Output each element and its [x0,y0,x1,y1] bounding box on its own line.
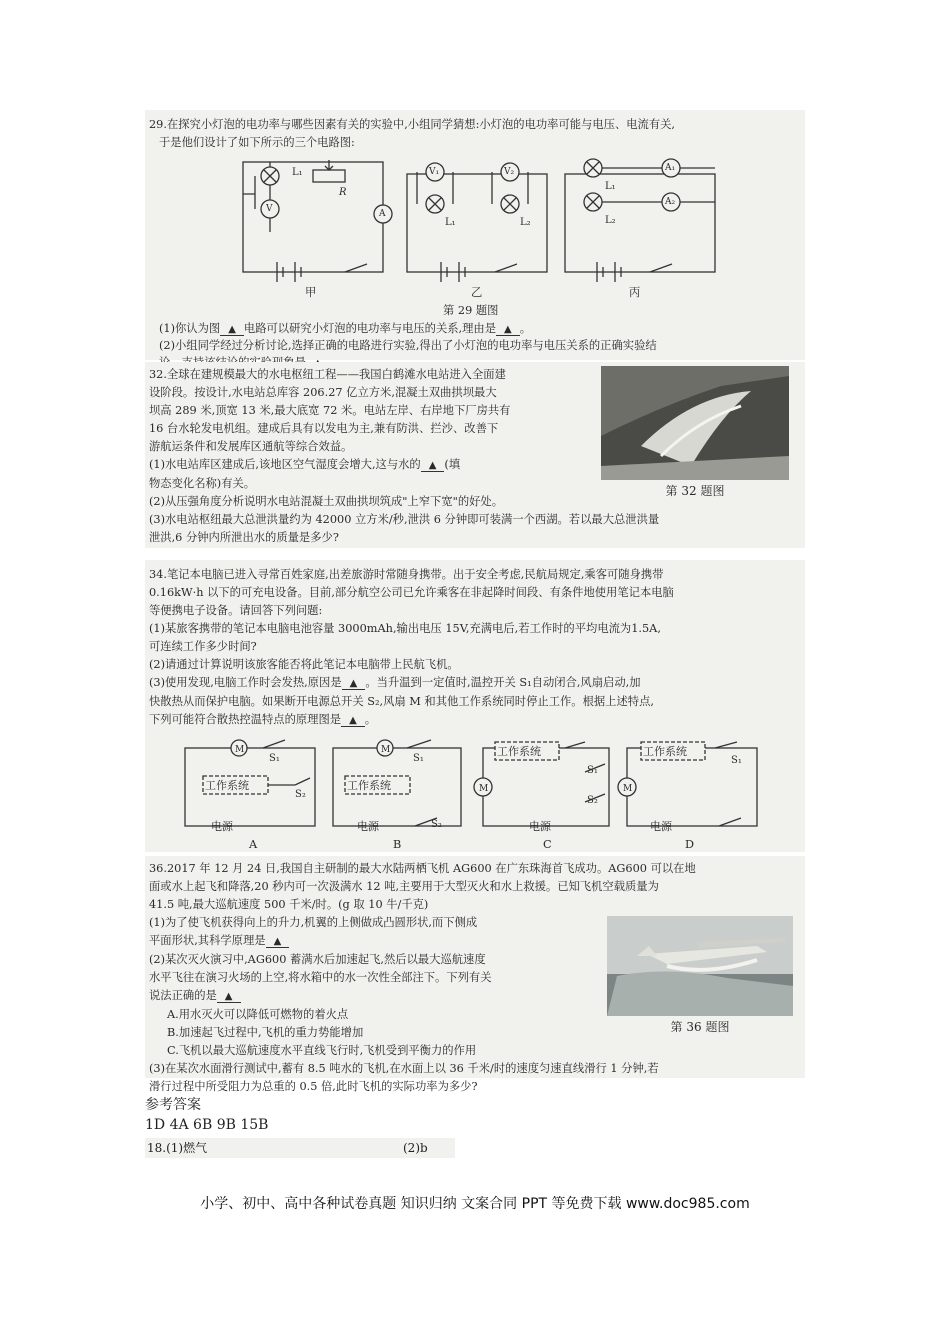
q34-system-label: 工作系统 [497,745,541,758]
q34-system-label: 工作系统 [643,745,687,758]
circuit-bing [565,159,715,282]
q36-line: 36.2017 年 12 月 24 日,我国自主研制的最大水陆两栖飞机 AG600 在广东珠海首飞成功。AG600 可以在地 [149,862,696,875]
q34-line: (1)某旅客携带的笔记本电脑电池容量 3000mAh,输出电压 15V,充满电后,若工作时的平均电流为1.5A, [149,622,661,635]
q36-line: 水平飞往在演习火场的上空,将水箱中的水一次性全部注下。下列有关 [149,971,492,984]
q32-intro [149,366,599,493]
dam-photo [601,366,789,502]
q34-sym-S1: S₁ [269,753,280,764]
q34-power-label: 电源 [529,820,551,833]
page-footer: 小学、初中、高中各种试卷真题 知识归纳 文案合同 PPT 等免费下载 www.doc985.com [200,1196,750,1212]
q34-sym-M: M [623,784,633,794]
q32-part3-line1: (3)水电站枢纽最大总泄洪量约为 42000 立方米/秒,泄洪 6 分钟即可装满一个西湖。若以最大总泄洪量 [149,513,660,526]
q29-sym-L1-yi: L₁ [445,217,456,228]
q36-choice-c: C.飞机以最大巡航速度水平直线飞行时,飞机受到平衡力的作用 [167,1044,477,1057]
q32-part1-cont: 物态变化名称)有关。 [149,477,256,490]
q34-option-a: A [249,838,258,851]
answer-blank: ▲ [421,460,445,472]
q29-sym-A2: A₂ [665,197,676,207]
q34-part3-line2: 快散热从而保护电脑。如果断开电源总开关 S₂,风扇 M 和其他工作系统同时停止工作。根据上述特点, [149,695,654,708]
q34-power-label: 电源 [211,820,233,833]
answers-heading: 参考答案 [145,1097,201,1113]
q36-line: (2)某次灭火演习中,AG600 蓄满水后加速起飞,然后以最大巡航速度 [149,953,486,966]
q34-line: 34.笔记本电脑已进入寻常百姓家庭,出差旅游时常随身携带。出于安全考虑,民航局规定,乘客可随身携带 [149,568,664,581]
q29-sym-R: R [339,187,347,198]
question-32-block [145,362,805,548]
answer-blank: ▲ [342,678,366,690]
q32-line: 坝高 289 米,顶宽 13 米,最大底宽 72 米。电站左岸、右岸地下厂房共有 [149,404,511,417]
q29-line1: 29.在探究小灯泡的电功率与哪些因素有关的实验中,小组同学猜想:小灯泡的电功率可能与电压、电流有关, [149,118,676,131]
answers-line1: 1D 4A 6B 9B 15B [145,1117,269,1133]
q34-text [149,566,801,730]
circuit-jia [243,160,392,282]
q29-caption: 第 29 题图 [443,304,499,317]
dam-illustration [601,366,789,480]
q34-power-label: 电源 [357,820,379,833]
q32-part3-line2: 泄洪,6 分钟内所泄出水的质量是多少? [149,531,339,544]
q36-line: 说法正确的是 ▲ [149,987,801,1006]
q29-sym-L2-bing: L₂ [605,215,616,226]
q29-line2: 于是他们设计了如下所示的三个电路图: [159,136,355,149]
q32-parts [149,493,799,547]
q34-line: 等便携电子设备。请回答下列问题: [149,604,323,617]
q32-line: 游航运条件和发展库区通航等综合效益。 [149,440,353,453]
q36-choice-a: A.用水灭火可以降低可燃物的着火点 [167,1008,349,1021]
q29-label-yi: 乙 [471,286,483,299]
q34-system-label: 工作系统 [205,779,249,792]
q34-sym-M: M [235,745,245,755]
q32-line: 设阶段。按设计,水电站总库容 206.27 亿立方米,混凝土双曲拱坝最大 [149,386,497,399]
q34-sym-M: M [479,784,489,794]
q34-sym-S1: S₁ [731,755,742,766]
q34-sym-S2: S₂ [295,789,306,800]
answers-line2: 18.(1)燃气 (2)b [145,1138,455,1158]
q32-caption: 第 32 题图 [601,480,789,502]
q29-sym-A: A [379,209,386,219]
q29-sym-V: V [266,204,273,214]
q29-sym-V1: V₁ [429,167,440,177]
q34-sym-S2: S₂ [587,795,598,806]
q36-caption: 第 36 题图 [607,1016,793,1038]
ag600-photo [607,916,793,1038]
q36-part3-line1: (3)在某次水面滑行测试中,蓄有 8.5 吨水的飞机,在水面上以 36 千米/时的速度匀速直线滑行 1 分钟,若 [149,1062,659,1075]
answer-blank: ▲ [217,991,241,1003]
q29-label-bing: 丙 [629,286,641,299]
q29-part1: (1)你认为图 ▲ 电路可以研究小灯泡的电功率与电压的关系,理由是 ▲ 。 [159,322,532,335]
q36-line: (1)为了使飞机获得向上的升力,机翼的上侧做成凸圆形状,而下侧成 [149,916,478,929]
q34-line: 可连续工作多少时间? [149,640,257,653]
q29-sym-A1: A₁ [665,163,676,173]
q36-line: 41.5 吨,最大巡航速度 500 千米/时。(g 取 10 牛/千克) [149,898,429,911]
q34-option-b: B [393,838,402,851]
q29-sym-V2: V₂ [504,167,515,177]
q34-sym-S1: S₁ [413,753,424,764]
q32-line: 16 台水轮发电机组。建成后具有以发电为主,兼有防洪、拦沙、改善下 [149,422,499,435]
q29-label-jia: 甲 [305,286,317,299]
answer-blank: ▲ [266,936,290,948]
q29-sym-L2-yi: L₂ [520,217,531,228]
q34-sym-S1: S₁ [587,765,598,776]
q34-part3-line3: 下列可能符合散热控温特点的原理图是 ▲ 。 [149,713,377,726]
q36-choice-b: B.加速起飞过程中,飞机的重力势能增加 [167,1026,364,1039]
q32-line: 32.全球在建规模最大的水电枢纽工程——我国白鹤滩水电站进入全面建 [149,368,506,381]
q36-part3-line2: 滑行过程中所受阻力为总重的 0.5 倍,此时飞机的实际功率为多少? [149,1080,478,1093]
q34-line: 0.16kW·h 以下的可充电设备。目前,部分航空公司已允许乘客在非起降时间段、有条件地使用笔记本电脑 [149,586,674,599]
answer-blank: ▲ [220,324,244,336]
q32-part1: (1)水电站库区建成后,该地区空气湿度会增大,这与水的 ▲ (填 [149,458,461,471]
q29-sym-L1-jia: L₁ [292,167,303,178]
q34-part3-line1: (3)使用发现,电脑工作时会发热,原因是 ▲ 。当升温到一定值时,温控开关 S₁自动闭合,风扇启动,加 [149,676,641,689]
q34-option-d: D [685,838,695,851]
q36-line: 面或水上起飞和降落,20 秒内可一次汲满水 12 吨,主要用于大型灭火和水上救援。已知飞机空载质量为 [149,880,659,893]
q34-sym-S2: S₂ [431,819,442,830]
q36-line: 平面形状,其科学原理是 ▲ [149,932,801,951]
q34-line: (2)请通过计算说明该旅客能否将此笔记本电脑带上民航飞机。 [149,658,459,671]
question-29-block [145,110,805,360]
answer-blank: ▲ [496,324,520,336]
answer-blank: ▲ [341,715,365,727]
q34-power-label: 电源 [650,820,672,833]
q34-option-c: C [543,838,552,851]
question-36-block [145,856,805,1093]
q29-part2-line1: (2)小组同学经过分析讨论,选择正确的电路进行实验,得出了小灯泡的电功率与电压关系的正确实验结 [159,339,657,352]
q34-system-label: 工作系统 [347,779,391,792]
seaplane-illustration [607,916,793,1016]
q32-part2: (2)从压强角度分析说明水电站混凝土双曲拱坝筑成"上窄下宽"的好处。 [149,495,504,508]
q29-sym-L1-bing: L₁ [605,181,616,192]
question-34-block [145,560,805,852]
q34-sym-M: M [381,745,391,755]
option-c-circuit [474,742,609,826]
